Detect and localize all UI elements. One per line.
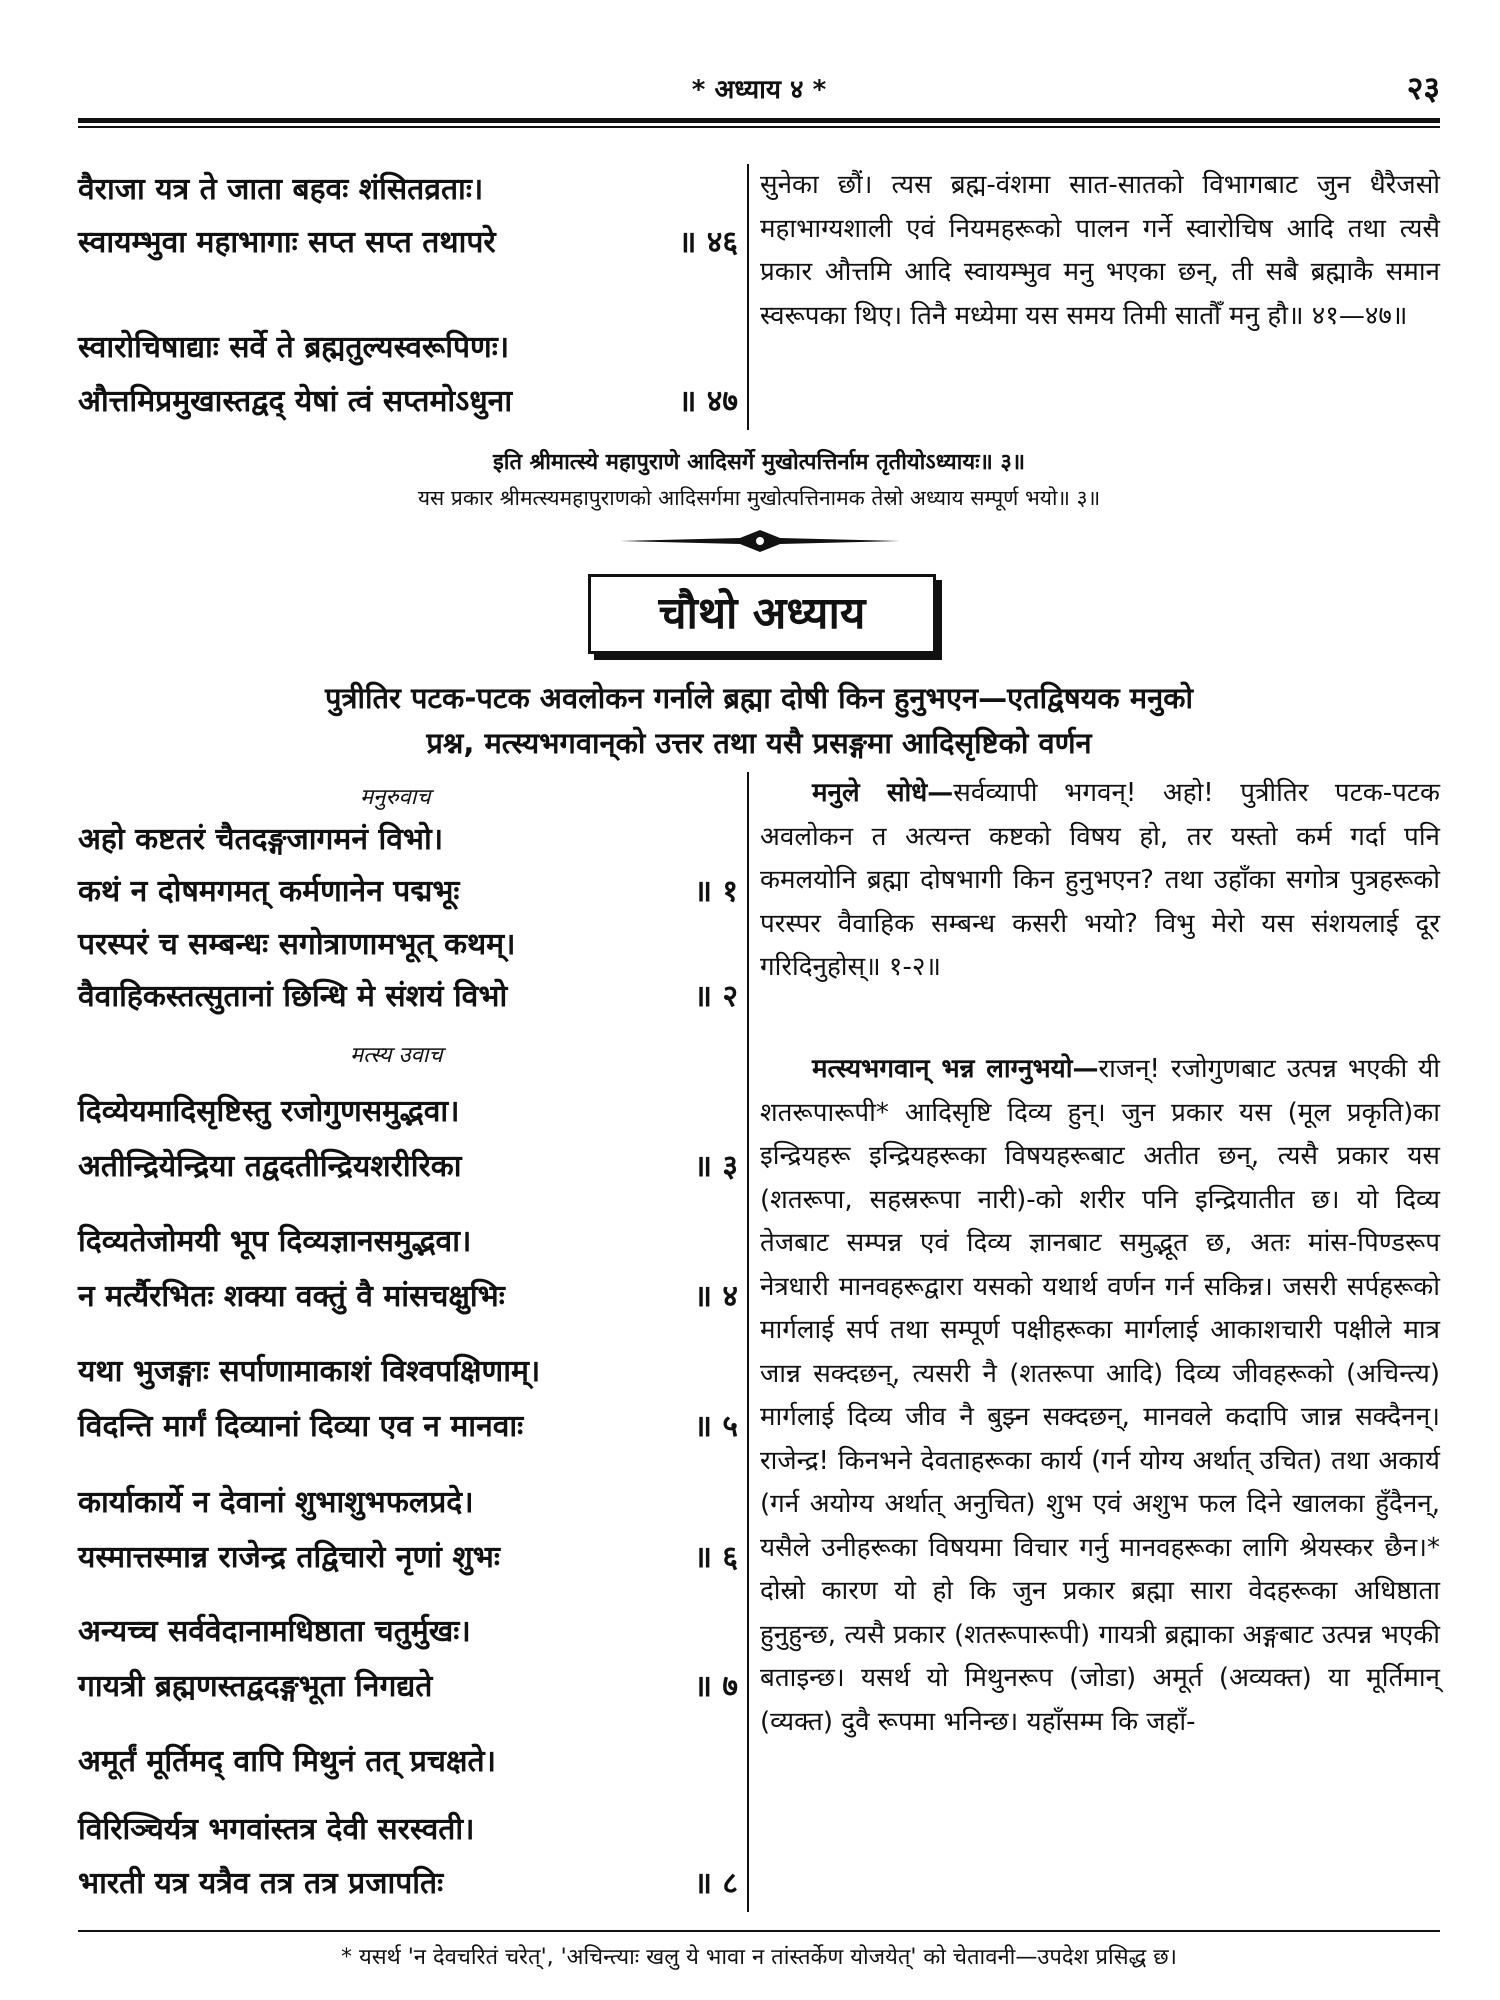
header-rule-thin [78, 126, 1440, 128]
verse-line [78, 1808, 738, 1852]
speaker-lead: मत्स्यभगवान् भन्न लाग्नुभयो— [812, 1054, 1099, 1084]
verse-text: दिव्येयमादिसृष्टिस्तु रजोगुणसमुद्भवा। [78, 1094, 460, 1129]
verse-line [78, 380, 738, 424]
verse-number: ॥ ५ [693, 1409, 738, 1444]
verse-line [78, 1145, 738, 1189]
speaker-manu: मनुरुवाच [360, 785, 431, 810]
verse-line [78, 1350, 738, 1394]
verse-number: ॥ ८ [693, 1866, 738, 1901]
verse-line [78, 923, 738, 967]
verse-number: ॥ २ [693, 979, 738, 1014]
top-prose [760, 164, 1440, 338]
column-divider-top [747, 164, 749, 430]
verse-text: औत्तमिप्रमुखास्तद्वद् येषां त्वं सप्तमोऽधुना [78, 384, 513, 419]
verse-text: यथा भुजङ्गाः सर्पाणामाकाशं विश्वपक्षिणाम्। [78, 1354, 541, 1389]
verse-number: ॥ ४ [693, 1279, 738, 1314]
column-divider-main [747, 772, 749, 1912]
footnote: * यसर्थ 'न देवचरितं चरेत्', 'अचिन्त्याः खलु ये भावा न तांस्तर्केण योजयेत्' को चेतावनी—उपदेश प्रसिद्ध छ। [341, 1945, 1177, 1970]
right-prose-1 [760, 772, 1440, 990]
verse-line [78, 1665, 738, 1709]
verse-text: अहो कष्टतरं चैतदङ्गजागमनं विभो। [78, 822, 444, 857]
verse-line [78, 1090, 738, 1134]
speaker-matsya: मत्स्य उवाच [350, 1043, 443, 1068]
verse-text: दिव्यतेजोमयी भूप दिव्यज्ञानसमुद्भवा। [78, 1224, 472, 1259]
speaker-lead: मनुले सोधे— [812, 778, 954, 808]
verse-text: स्वारोचिषाद्याः सर्वे ते ब्रह्मतुल्यस्वरूपिणः। [78, 330, 510, 365]
page-number: २३ [1406, 69, 1440, 107]
verse-line [78, 975, 738, 1019]
verse-line [78, 326, 738, 370]
page-header [78, 62, 1440, 122]
verse-text: वैवाहिकस्तत्सुतानां छिन्धि मे संशयं विभो [78, 979, 508, 1014]
verse-text: स्वायम्भुवा महाभागाः सप्त सप्त तथापरे [78, 225, 496, 260]
verse-line [78, 1536, 738, 1580]
ornament-divider [620, 526, 900, 556]
footnote-rule [78, 1930, 1440, 1932]
prose-paragraph [760, 772, 1440, 990]
verse-text: कार्याकार्ये न देवानां शुभाशुभफलप्रदे। [78, 1485, 474, 1520]
header-rule-thick [78, 118, 1440, 123]
verse-line [78, 1740, 738, 1784]
verse-line [78, 1610, 738, 1654]
colophon-nepali: यस प्रकार श्रीमत्स्यमहापुराणको आदिसर्गमा मुखोत्पत्तिनामक तेस्रो अध्याय सम्पूर्ण भयो॥ ३॥ [417, 486, 1101, 510]
verse-text: कथं न दोषमगमत् कर्मणानेन पद्मभूः [78, 874, 460, 909]
verse-number: ॥ १ [693, 874, 738, 909]
verse-line [78, 1405, 738, 1449]
verse-line [78, 1275, 738, 1319]
prose-text: सर्वव्यापी भगवन्! अहो! पुत्रीतिर पटक-पटक अवलोकन त अत्यन्त कष्टको विषय हो, तर यस्तो कर्म गर्दा पनि कमलयोनि ब्रह्मा दोषभागी किन हुनुभएन? तथा उहाँका सगोत्र पुत्रहरूको परस्पर वैवाहिक सम्बन्ध कसरी भयो? विभु मेरो यस संशयलाई दूर गरिदिनुहोस्॥ १-२॥ [760, 778, 1440, 982]
verse-line [78, 221, 738, 265]
verse-text: परस्परं च सम्बन्धः सगोत्राणामभूत् कथम्। [78, 927, 516, 962]
prose-paragraph [760, 1048, 1440, 1744]
right-prose-2 [760, 1048, 1440, 1744]
verse-line [78, 1481, 738, 1525]
verse-number: ॥ ३ [693, 1149, 738, 1184]
prose-paragraph: सुनेका छौं। त्यस ब्रह्म-वंशमा सात-सातको विभागबाट जुन धैरैजसो महाभाग्यशाली एवं नियमहरूको पालन गर्ने स्वारोचिष आदि तथा त्यसै प्रकार औत्तमि आदि स्वायम्भुव मनु भएका छन्, ती सबै ब्रह्माकै समान स्वरूपका थिए। तिनै मध्येमा यस समय तिमी सातौँ मनु हौ॥ ४१—४७॥ [760, 170, 1440, 331]
verse-line [78, 1862, 738, 1906]
verse-text: अतीन्द्रियेन्द्रिया तद्वदतीन्द्रियशरीरिका [78, 1149, 462, 1184]
verse-line [78, 168, 738, 212]
chapter-summary-line2: प्रश्न, मत्स्यभगवान्‌को उत्तर तथा यसै प्रसङ्गमा आदिसृष्टिको वर्णन [426, 726, 1092, 760]
verse-text: वैराजा यत्र ते जाता बहवः शंसितव्रताः। [78, 172, 484, 207]
verse-text: यस्मात्तस्मान्न राजेन्द्र तद्विचारो नृणां शुभः [78, 1540, 500, 1575]
verse-line [78, 870, 738, 914]
verse-number: ॥ ४७ [678, 384, 738, 419]
verse-text: न मर्त्यैरभितः शक्या वक्तुं वै मांसचक्षुभिः [78, 1279, 505, 1314]
running-title: * अध्याय ४ * [691, 75, 827, 105]
verse-line [78, 1220, 738, 1264]
verse-number: ॥ ७ [693, 1669, 738, 1704]
colophon-sanskrit: इति श्रीमात्स्ये महापुराणे आदिसर्गे मुखोत्पत्तिर्नाम तृतीयोऽध्यायः॥ ३॥ [492, 450, 1026, 475]
verse-number: ॥ ४६ [678, 225, 738, 260]
verse-number: ॥ ६ [693, 1540, 738, 1575]
verse-text: अमूर्तं मूर्तिमद् वापि मिथुनं तत् प्रचक्षते। [78, 1744, 496, 1779]
verse-line [78, 818, 738, 862]
verse-text: अन्यच्च सर्ववेदानामधिष्ठाता चतुर्मुखः। [78, 1614, 471, 1649]
chapter-title: चौथो अध्याय [588, 574, 936, 654]
verse-text: विदन्ति मार्गं दिव्यानां दिव्या एव न मानवाः [78, 1409, 524, 1444]
prose-text: राजन्! रजोगुणबाट उत्पन्न भएकी यी शतरूपारूपी* आदिसृष्टि दिव्य हुन्। जुन प्रकार यस (मूल प्रकृति)का इन्द्रियहरू इन्द्रियहरूका विषयहरूबाट अतीत छन्, त्यसै प्रकार यस (शतरूपा, सहस्ररूपा नारी)-को शरीर पनि इन्द्रियातीत छ। यो दिव्य तेजबाट सम्पन्न एवं दिव्य ज्ञानबाट समुद्भूत छ, अतः मांस-पिण्डरूप नेत्रधारी मानवहरूद्वारा यसको यथार्थ वर्णन गर्न सकिन्न। जसरी सर्पहरूको मार्गलाई सर्प तथा सम्पूर्ण पक्षीहरूका मार्गलाई आकाशचारी पक्षीले मात्र जान्न सक्दछन्, त्यसरी नै (शतरूपा आदि) दिव्य जीवहरूको (अचिन्त्य) मार्गलाई दिव्य जीव नै बुझ्न सक्दछन्, मानवले कदापि जान्न सक्दैनन्। राजेन्द्र! किनभने देवताहरूका कार्य (गर्न योग्य अर्थात् उचित) तथा अकार्य (गर्न अयोग्य अर्थात् अनुचित) शुभ एवं अशुभ फल दिने खालका हुँदैनन्, यसैले उनीहरूका विषयमा विचार गर्नु मानवहरूका लागि श्रेयस्कर छैन।* दोस्रो कारण यो हो कि जुन प्रकार ब्रह्मा सारा वेदहरूका अधिष्ठाता हुनुहुन्छ, त्यसै प्रकार (शतरूपारूपी) गायत्री ब्रह्माका अङ्गबाट उत्पन्न भएकी बताइन्छ। यसर्थ यो मिथुनरूप (जोडा) अमूर्त (अव्यक्त) या मूर्तिमान् (व्यक्त) दुवै रूपमा भनिन्छ। यहाँसम्म कि जहाँ- [760, 1054, 1440, 1737]
verse-text: विरिञ्चिर्यत्र भगवांस्तत्र देवी सरस्वती। [78, 1812, 475, 1847]
chapter-summary-line1: पुत्रीतिर पटक-पटक अवलोकन गर्नाले ब्रह्मा दोषी किन हुनुभएन—एतद्विषयक मनुको [324, 681, 1194, 715]
verse-text: भारती यत्र यत्रैव तत्र तत्र प्रजापतिः [78, 1866, 444, 1901]
verse-text: गायत्री ब्रह्मणस्तद्वदङ्गभूता निगद्यते [78, 1669, 433, 1704]
